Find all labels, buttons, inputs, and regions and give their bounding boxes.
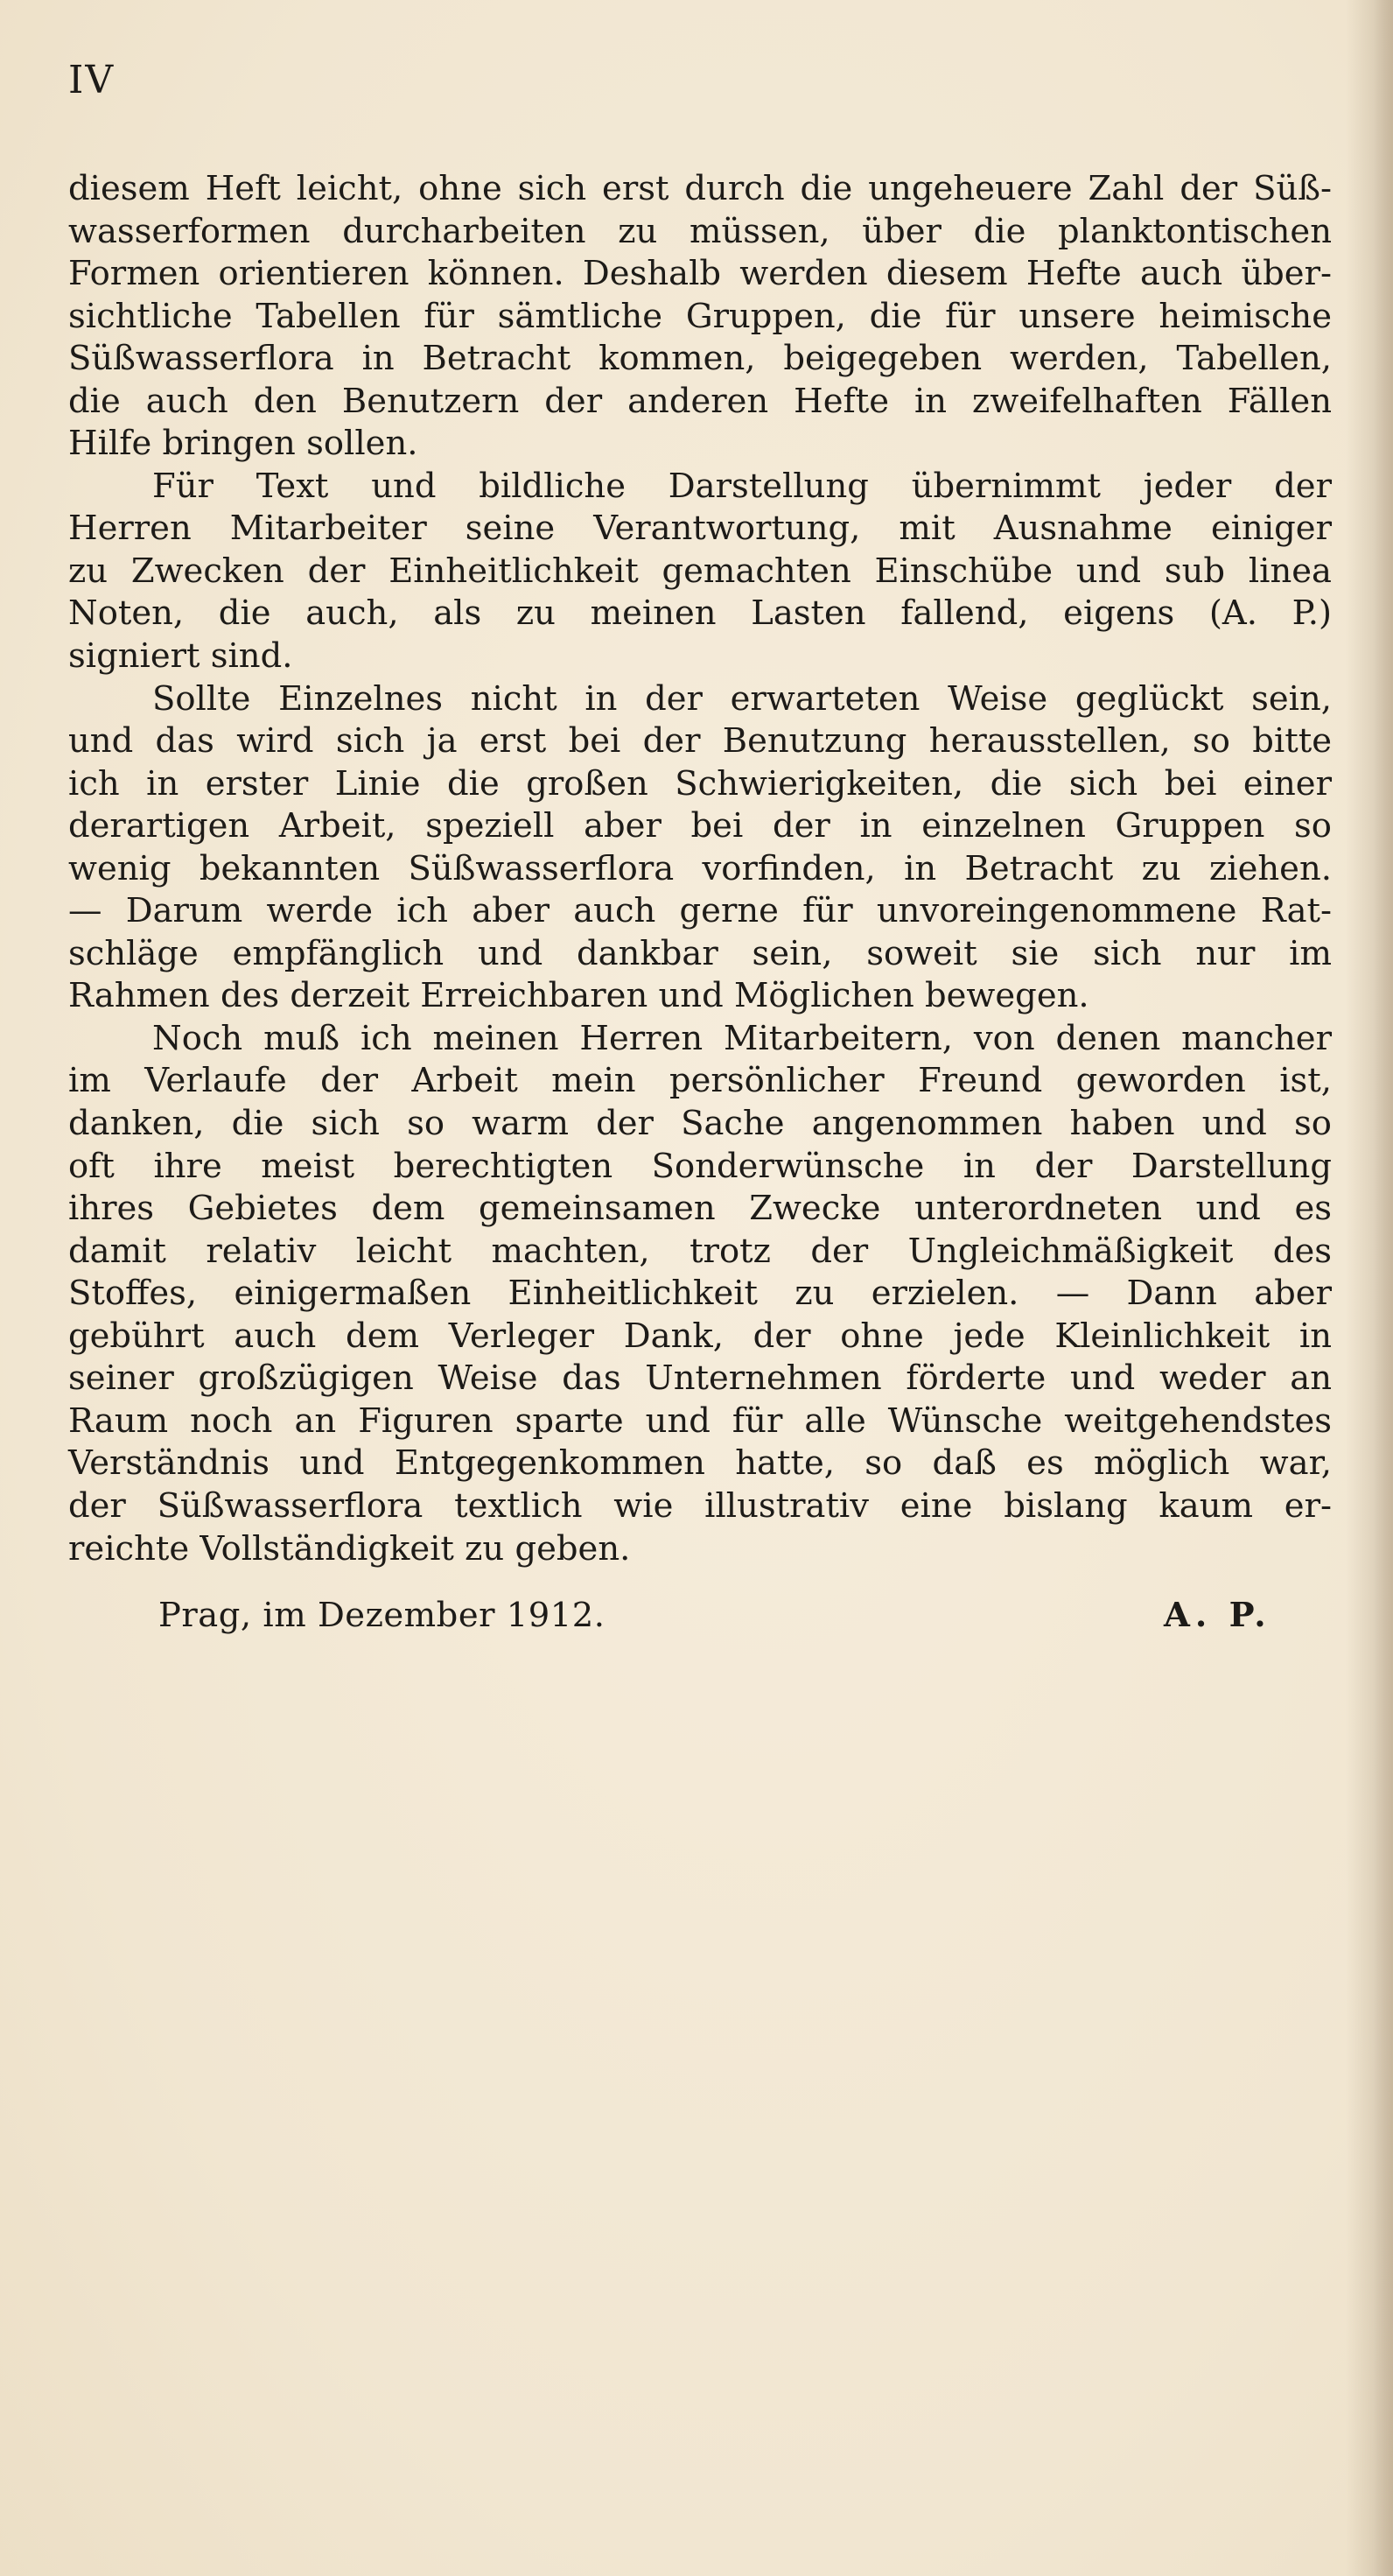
text-line: wenig bekannten Süßwasserflora vorfinden, in Betracht zu ziehen.	[68, 848, 1332, 888]
scan-edge-shadow	[1374, 0, 1393, 2576]
text-line: Sollte Einzelnes nicht in der erwarteten Weise geglückt sein,	[152, 678, 1332, 719]
author-initials: A. P.	[1164, 1596, 1271, 1635]
text-line: Süßwasserflora in Betracht kommen, beigegeben werden, Tabellen,	[68, 339, 1332, 379]
text-line: wasserformen durcharbeiten zu müssen, über die planktontischen	[68, 211, 1332, 251]
text-line: der Süßwasserflora textlich wie illustrativ eine bislang kaum er-	[68, 1485, 1332, 1526]
text-line: derartigen Arbeit, speziell aber bei der in einzelnen Gruppen so	[68, 806, 1332, 846]
text-line: Noch muß ich meinen Herren Mitarbeitern, von denen mancher	[152, 1018, 1332, 1058]
text-line: die auch den Benutzern der anderen Hefte in zweifelhaften Fällen	[68, 381, 1332, 421]
text-line: Noten, die auch, als zu meinen Lasten fallend, eigens (A. P.)	[68, 593, 1332, 634]
text-line: ihres Gebietes dem gemeinsamen Zwecke unterordneten und es	[68, 1189, 1332, 1229]
text-line: Formen orientieren können. Deshalb werden diesem Hefte auch über-	[68, 254, 1332, 294]
text-line: schläge empfänglich und dankbar sein, soweit sie sich nur im	[68, 933, 1332, 973]
text-line: seiner großzügigen Weise das Unternehmen förderte und weder an	[68, 1358, 1332, 1399]
text-line: und das wird sich ja erst bei der Benutzung herausstellen, so bitte	[68, 721, 1332, 762]
place-date: Prag, im Dezember 1912.	[158, 1596, 606, 1635]
text-line: signiert sind.	[68, 636, 293, 677]
text-line: danken, die sich so warm der Sache angenommen haben und so	[68, 1104, 1332, 1144]
text-line: sichtliche Tabellen für sämtliche Gruppen, die für unsere heimische	[68, 296, 1332, 336]
text-line: zu Zwecken der Einheitlichkeit gemachten Einschübe und sub linea	[68, 551, 1332, 591]
text-line: Raum noch an Figuren sparte und für alle Wünsche weitgehendstes	[68, 1400, 1332, 1441]
text-line: Verständnis und Entgegenkommen hatte, so daß es möglich war,	[68, 1443, 1332, 1484]
text-line: Rahmen des derzeit Erreichbaren und Möglichen bewegen.	[68, 976, 1089, 1016]
body-text	[68, 168, 1332, 1570]
text-line: im Verlaufe der Arbeit mein persönlicher Freund geworden ist,	[68, 1061, 1332, 1101]
signature-row	[68, 1591, 1332, 1640]
text-line: ich in erster Linie die großen Schwierigkeiten, die sich bei einer	[68, 763, 1332, 804]
text-line: Hilfe bringen sollen.	[68, 424, 418, 464]
text-line: diesem Heft leicht, ohne sich erst durch die ungeheuere Zahl der Süß-	[68, 169, 1332, 208]
text-line: damit relativ leicht machten, trotz der Ungleichmäßigkeit des	[68, 1231, 1332, 1271]
text-line: Stoffes, einigermaßen Einheitlichkeit zu erzielen. — Dann aber	[68, 1274, 1332, 1314]
page-number: IV	[68, 58, 116, 102]
text-line: Herren Mitarbeiter seine Verantwortung, mit Ausnahme einiger	[68, 509, 1332, 549]
text-line: — Darum werde ich aber auch gerne für unvoreingenommene Rat-	[68, 891, 1332, 931]
text-line: gebührt auch dem Verleger Dank, der ohne jede Kleinlichkeit in	[68, 1316, 1332, 1356]
text-line: oft ihre meist berechtigten Sonderwünsche in der Darstellung	[68, 1146, 1332, 1186]
text-line: Für Text und bildliche Darstellung übernimmt jeder der	[152, 466, 1332, 506]
text-line: reichte Vollständigkeit zu geben.	[68, 1528, 631, 1569]
